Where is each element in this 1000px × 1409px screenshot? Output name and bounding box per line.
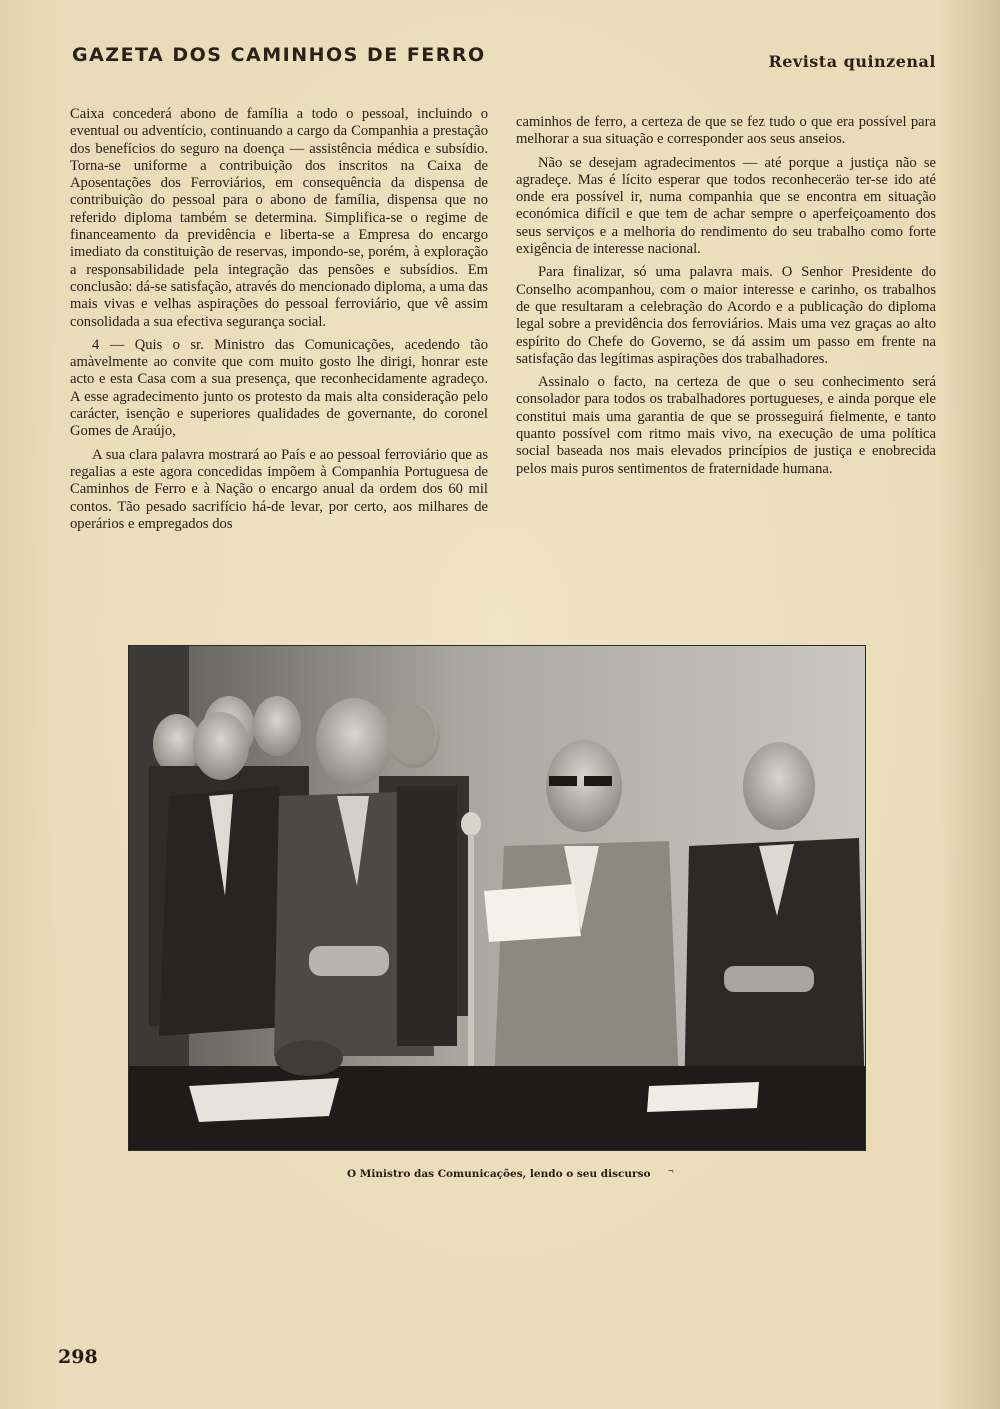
article-paragraph: A sua clara palavra mostrará ao País e ao pessoal ferroviário que as regalias a este agora concedidas impõem à Companhia Portuguesa de Caminhos de Ferro e à Nação o encargo anual da ordem dos 60 mil contos. Tão pesado sacrifício há-de levar, por certo, aos milhares de operários e empregados dos [70,446,488,532]
page-number: 298 [58,1346,98,1368]
article-paragraph: caminhos de ferro, a certeza de que se fez tudo o que era possível para melhorar a sua situação e corresponder aos seus anseios. [516,114,936,148]
article-paragraph: 4 — Quis o sr. Ministro das Comunicações, acedendo tão amàvelmente ao convite que com muito gosto lhe dirigi, honrar este acto e esta Casa com a sua presença, que reconhecidamente agradeço. A esse agradecimento junto os protesto da mais alta consideração pelo carácter, isenção e superiores qualidades de governante, do coronel Gomes de Araújo, [70,336,488,440]
caption-corner-mark: ¬ [668,1166,674,1177]
article-paragraph: Caixa concederá abono de família a todo o pessoal, incluindo o eventual ou adventício, continuando a cargo da Companhia a prestação dos benefícios do seguro na doença — assistência médica e subsídio. Torna-se uniforme a contribuição dos inscritos na Caixa de Aposentações dos Ferroviários, em consequência da dispensa de contribuição do pessoal para o abono de família, dispensa que no referido diploma também se determina. Simplifica-se o regime de financeamento da previdência e liberta-se a Empresa do encargo imediato da constituição de reservas, impondo-se, porém, à exploração a responsabilidade pela integração das pensões e subsídios. Em conclusão: dá-se satisfação, através do mencionado diploma, a uma das mais vivas e velhas aspirações do pessoal ferroviário, que vê assim consolidada a sua efectiva segurança social. [70,106,488,330]
article-paragraph: Assinalo o facto, na certeza de que o seu conhecimento será consolador para todos os trabalhadores portugueses, e ainda porque ele constitui mais uma garantia de que se prosseguirá fielmente, e tanto quanto possível com ritmo mais vivo, na execução de uma política social baseada nos mais elevados princípios de justiça e enobrecida pelos mais puros sentimentos de fraternidade humana. [516,374,936,477]
news-photograph [129,646,865,1150]
magazine-subtitle: Revista quinzenal [768,52,936,71]
article-right-column [516,114,936,484]
article-paragraph: Para finalizar, só uma palavra mais. O Senhor Presidente do Conselho acompanhou, com o maior interesse e carinho, os trabalhos de que resultaram a celebração do Acordo e a publicação do diploma legal sobre a previdência dos ferroviários. Mais uma vez graças ao alto espírito do Chefe do Governo, se dá assim um passo em frente na satisfação das legítimas aspirações dos trabalhadores. [516,264,936,367]
article-left-column [70,106,488,539]
article-paragraph: Não se desejam agradecimentos — até porque a justiça não se agradeçe. Mas é lícito esperar que todos reconheceräo ter-se ido até onde era possível ir, numa companhia que se encontra em situação económica difícil e que tem de achar sempre o aperfeiçoamento dos seus serviços e a melhoria do rendimento do seu trabalho como forte exigência de interesse nacional. [516,154,936,258]
magazine-title: GAZETA DOS CAMINHOS DE FERRO [72,44,486,66]
photo-caption: O Ministro das Comunicações, lendo o seu discurso [347,1168,651,1180]
